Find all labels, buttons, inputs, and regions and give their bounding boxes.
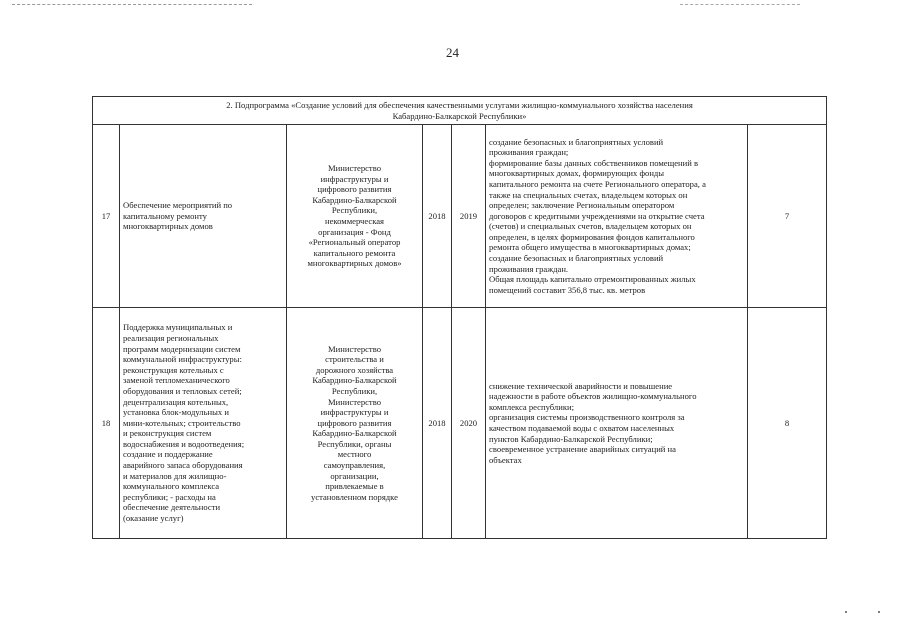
executor-line: Кабардино-Балкарской — [312, 375, 397, 386]
result-line: организация системы производственного контроля за — [489, 412, 685, 423]
executor-line: цифрового развития — [317, 417, 392, 428]
count-cell: 8 — [748, 308, 827, 539]
activity-line: аварийного запаса оборудования — [123, 460, 243, 471]
executor-line: организация - Фонд — [318, 226, 391, 237]
activity-line: и реконструкция систем — [123, 428, 212, 439]
activity-cell — [120, 308, 287, 539]
executor-line: Министерство — [328, 163, 381, 174]
result-line: договоров с кредитными учреждениями на открытие счета — [489, 210, 705, 221]
year-start: 2018 — [423, 125, 452, 308]
year-end: 2020 — [452, 308, 486, 539]
executor-line: многоквартирных домов» — [307, 258, 402, 269]
activity-line: водоснабжения и водоотведения; — [123, 438, 245, 449]
scan-speck — [845, 611, 847, 613]
result-cell — [486, 308, 748, 539]
activity-line: мини-котельных; строительство — [123, 417, 241, 428]
executor-line: инфраструктуры и — [320, 173, 389, 184]
executor-line: дорожного хозяйства — [315, 364, 394, 375]
executor-line: «Региональный оператор — [308, 237, 401, 248]
result-line: ремонта общего имущества в многоквартирных домах; — [489, 242, 691, 253]
executor-line: некоммерческая — [324, 216, 385, 226]
activity-line: коммунальной инфраструктуры: — [123, 354, 242, 365]
activity-line: реализация региональных — [123, 332, 219, 343]
executor-line: Кабардино-Балкарской — [312, 194, 397, 205]
result-line: своевременное устранение аварийных ситуаций на — [489, 444, 676, 455]
row-number: 17 — [93, 125, 120, 308]
executor-cell — [287, 125, 423, 308]
activity-line: реконструкция котельных с — [123, 364, 224, 375]
activity-cell — [120, 125, 287, 308]
result-line: помещений составит 356,8 тыс. кв. метров — [489, 284, 646, 295]
executor-line: Республики, — [331, 385, 378, 396]
result-line: создание безопасных и благоприятных условий — [489, 253, 664, 264]
activity-line: республики; - расходы на — [123, 491, 216, 502]
executor-line: капитального ремонта — [313, 247, 396, 258]
activity-line: программ модернизации систем — [123, 343, 241, 354]
activity-line: обеспечение деятельности — [123, 502, 221, 513]
scan-speck — [878, 611, 880, 613]
executor-line: самоуправления, — [323, 460, 386, 471]
executor-cell — [287, 308, 423, 539]
activity-line: Обеспечение мероприятий по — [123, 200, 233, 211]
activity-line: заменой тепломеханического — [123, 375, 230, 386]
program-table — [92, 96, 827, 539]
activity-line: коммунального комплекса — [123, 481, 220, 492]
subprogram-title-line1: 2. Подпрограмма «Создание условий для обеспечения качественными услугами жилищно-коммунального хозяйства населения — [226, 99, 693, 110]
activity-line: Поддержка муниципальных и — [123, 322, 233, 333]
result-line: формирование базы данных собственников помещений в — [489, 157, 699, 168]
activity-line: капитальному ремонту — [123, 210, 207, 221]
table-row — [93, 125, 827, 308]
result-line: капитального ремонта на счете Регионального оператора, а — [489, 178, 706, 189]
page-number: 24 — [446, 45, 459, 60]
subprogram-title-line2: Кабардино-Балкарской Республики» — [392, 110, 527, 121]
result-line: также на специальных счетах, владельцем которых он — [489, 189, 688, 200]
executor-line: Республики, органы — [317, 438, 392, 449]
activity-line: оборудования и тепловых сетей; — [123, 385, 242, 396]
executor-line: организации, — [330, 470, 379, 481]
subprogram-header-cell — [93, 97, 827, 125]
result-line: надежности в работе объектов жилищно-коммунального — [489, 391, 697, 402]
executor-line: цифрового развития — [317, 184, 392, 195]
activity-line: многоквартирных домов — [123, 221, 213, 232]
activity-line: установка блок-модульных и — [123, 407, 229, 418]
result-line: многоквартирных домах, формирующих фонды — [489, 168, 665, 179]
result-line: качеством подаваемой воды с охватом населенных — [489, 423, 675, 433]
subprogram-header-row — [93, 97, 827, 125]
year-start: 2018 — [423, 308, 452, 539]
result-line: определен, в целях формирования фондов капитального — [489, 231, 695, 242]
result-line: пунктов Кабардино-Балкарской Республики; — [489, 433, 653, 444]
activity-line: децентрализация котельных, — [123, 396, 229, 407]
activity-line: и материалов для жилищно- — [123, 470, 227, 481]
executor-line: Министерство — [328, 343, 381, 354]
executor-line: местного — [337, 449, 372, 460]
row-number: 18 — [93, 308, 120, 539]
result-cell — [486, 125, 748, 308]
activity-line: (оказание услуг) — [123, 513, 184, 524]
result-line: снижение технической аварийности и повышение — [489, 380, 673, 391]
result-line: создание безопасных и благоприятных условий — [489, 136, 664, 147]
count-cell: 7 — [748, 125, 827, 308]
activity-line: создание и поддержание — [123, 449, 213, 460]
result-line: определен; заключение Региональным оператором — [489, 200, 675, 211]
executor-line: Министерство — [328, 396, 381, 407]
result-line: Общая площадь капитально отремонтированных жилых — [489, 274, 696, 285]
top-scan-rule — [12, 4, 252, 5]
executor-line: Республики, — [331, 205, 378, 216]
result-line: комплекса республики; — [489, 401, 574, 412]
table-row — [93, 308, 827, 539]
year-end: 2019 — [452, 125, 486, 308]
executor-line: строительства и — [325, 354, 384, 365]
result-line: проживания граждан. — [489, 263, 569, 274]
executor-line: инфраструктуры и — [320, 407, 389, 418]
executor-line: привлекаемые в — [325, 481, 384, 492]
result-line: проживания граждан; — [489, 147, 569, 158]
executor-line: установленном порядке — [311, 491, 398, 502]
executor-line: Кабардино-Балкарской — [312, 428, 397, 439]
result-line: (счетов) и специальных счетов, владельцем которых он — [489, 221, 692, 232]
top-scan-rule-right — [680, 4, 800, 5]
result-line: объектах — [489, 454, 522, 465]
